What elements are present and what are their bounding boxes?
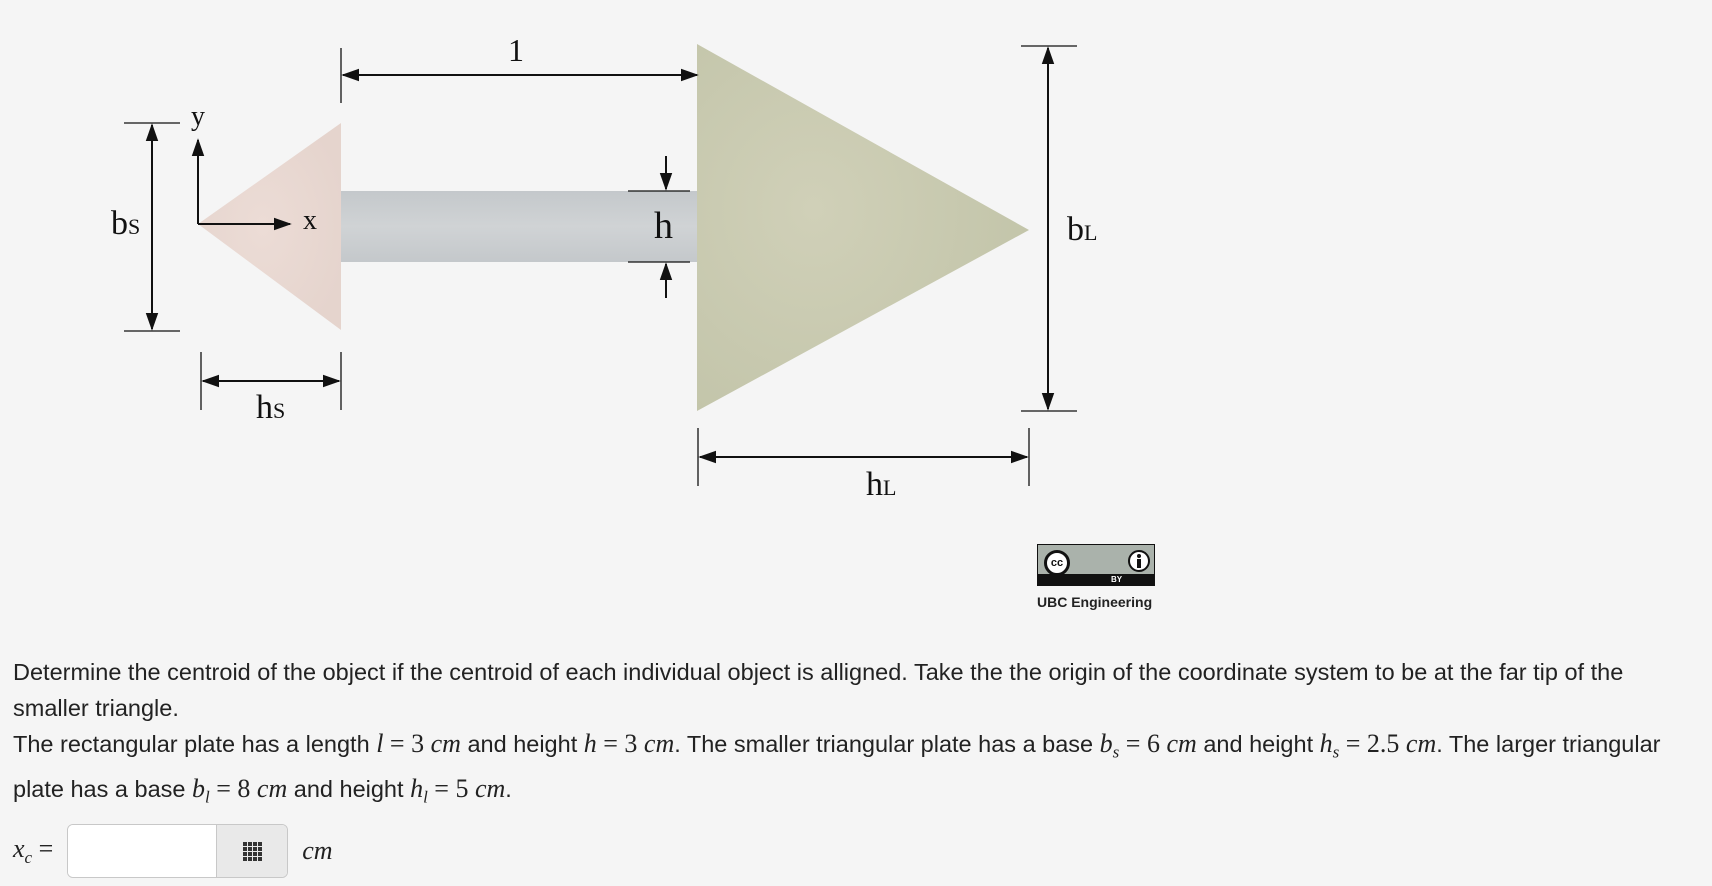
math-eq: = 3 — [596, 729, 644, 758]
math-eq: = 8 — [209, 773, 257, 803]
credit-text: UBC Engineering — [1037, 594, 1153, 610]
hl-label: hL — [866, 466, 897, 503]
x-axis-label: x — [303, 205, 317, 236]
math-var-bl: b — [192, 773, 205, 803]
text: and height — [460, 731, 584, 757]
cc-by-license-badge[interactable] — [1037, 544, 1155, 586]
math-var-hl: h — [410, 773, 424, 803]
math-sub: l — [423, 787, 428, 807]
cc-icon: cc — [1044, 550, 1070, 576]
hs-label: hS — [256, 389, 286, 426]
attribution-person-icon — [1128, 550, 1150, 572]
math-eq: = 5 — [427, 773, 475, 803]
small-triangle — [198, 123, 341, 330]
text: The rectangular plate has a length — [13, 731, 377, 757]
answer-row — [13, 824, 333, 878]
large-triangle — [697, 44, 1029, 411]
keypad-button[interactable] — [216, 825, 287, 877]
answer-input-group — [67, 824, 288, 878]
rectangle-plate — [341, 191, 697, 262]
math-unit: cm — [430, 729, 461, 758]
answer-var: x — [13, 833, 25, 863]
y-axis-label: y — [191, 101, 205, 132]
math-unit: cm — [1405, 729, 1437, 758]
bs-label: bS — [111, 205, 141, 242]
text: and height — [287, 775, 411, 802]
text: . The larger triangular plate has a base — [13, 731, 1661, 802]
math-var-hs: h — [1319, 729, 1333, 758]
math-unit: cm — [256, 773, 288, 803]
answer-input[interactable] — [68, 825, 216, 877]
text: . — [505, 775, 512, 802]
problem-statement — [13, 654, 1693, 815]
math-eq: = 6 — [1119, 729, 1167, 758]
answer-var-sub: c — [24, 848, 33, 868]
math-sub: l — [205, 787, 210, 807]
keypad-grid-icon — [243, 842, 262, 861]
text: and height — [1196, 731, 1320, 757]
math-var-l: l — [376, 729, 384, 758]
bl-label: bL — [1067, 211, 1098, 248]
math-var-bs: b — [1099, 729, 1113, 758]
math-eq: = 3 — [383, 729, 431, 758]
h-label: h — [654, 205, 673, 247]
answer-label — [13, 834, 53, 868]
answer-eq: = — [38, 833, 54, 863]
text: . The smaller triangular plate has a base — [674, 731, 1100, 757]
math-sub: s — [1112, 742, 1120, 762]
length-label: 1 — [508, 32, 524, 68]
problem-paragraph-1: Determine the centroid of the object if the centroid of each individual object is alligned. Take the the origin of the coordinate system to be at the far tip of the smaller triangle. — [13, 659, 1624, 721]
by-text: BY — [1111, 575, 1123, 584]
math-var-h: h — [583, 729, 597, 758]
badge-strip — [1038, 574, 1154, 585]
math-sub: s — [1332, 742, 1340, 762]
problem-paragraph-2 — [13, 726, 1693, 815]
math-unit: cm — [474, 773, 506, 803]
math-unit: cm — [1166, 729, 1197, 758]
math-unit: cm — [643, 729, 675, 758]
answer-unit: cm — [302, 836, 333, 865]
math-eq: = 2.5 — [1339, 729, 1406, 758]
